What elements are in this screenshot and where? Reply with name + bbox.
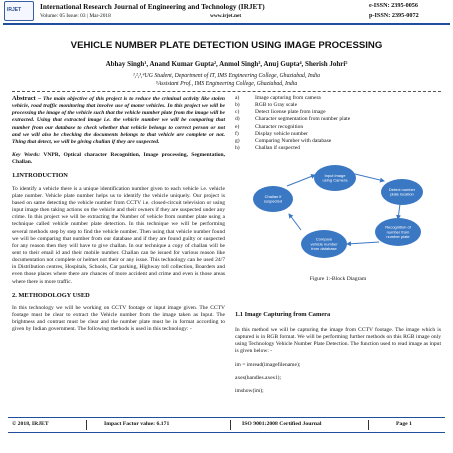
node-label: Compare vehicle number from database [310,236,338,252]
list-item [235,95,441,102]
journal-title: International Research Journal of Engineering and Technology (IRJET) [40,2,265,11]
step-text: RGB to Gray scale [255,102,298,109]
node-label: Recognition of number from number plate [385,224,411,240]
journal-volume: Volume: 05 Issue: 03 | Mar-2018 [40,13,111,19]
node-label: Challan if suspected [263,193,283,204]
node-input-image [314,165,356,191]
step-marker: c) [235,109,240,116]
step-text: Character segmentation from number plate [255,116,351,123]
left-column [12,95,225,340]
arrow-input-to-detect [355,174,384,181]
step-marker: b) [235,102,240,109]
abstract-label: Abstract – [12,95,42,102]
arrow-challan-to-input [287,175,315,186]
journal-pissn: p-ISSN: 2395-0072 [369,12,419,19]
methodology-heading: 2. METHODOLOGY USED [12,291,90,299]
block-diagram [251,164,429,260]
arrow-detect-to-recognition [398,204,400,219]
affiliation-students: ¹,²,³,⁴UG Student, Department of IT, IMS Engineering College, Ghaziabad, India [132,73,321,79]
footer-page-number: Page 1 [396,421,412,427]
keywords-label: Key Words: [12,152,41,159]
footer-divider [230,420,231,430]
method-steps-list [235,95,441,152]
step-text: Display vehicle number [255,130,308,137]
introduction-text: To identify a vehicle there is a unique identification number given to each vehicle i.e. vehicle plate number. Vehicle plate number helps us to identify the vehicle uniquely. Our project is based on same detecting the vehicle number from CCTV i.e. closed-circuit television or using input image then taking actions on the vehicle and their owners if they are suspected under any crime. In this project we will be extracting the Number of vehicle from number plate using a technique called vehicle number plate detection. In this technique we will be performing several methods step by step to find the vehicle number. Then using that vehicle number found we will be comparing that number from our database and if they are found guilty or suspected for any reason then they will have to give challan. In our technique a copy of challan will be sent to their email id and their mobile number. Challan can be issued for various reason like documentation not complete or helmet not their or any issue. This technology can be used 24/7 in Distribution centres, Hospitals, Schools, Car parking, Highway toll collection, Boarders and even those places where there are chances of more accident and crime and even is those areas where there is more traffic. [12,185,225,285]
node-detect-plate [381,179,423,205]
abstract [12,95,225,146]
list-item [235,131,441,138]
node-recognition [375,218,421,246]
journal-logo [4,1,34,21]
keywords-text: VNPR, Optical character Recognition, Image processing, Segmentation, Challan. [12,152,225,166]
code-line: imshow(im); [235,387,264,394]
footer-iso: ISO 9001:2008 Certified Journal [242,421,322,427]
journal-website[interactable]: www.irjet.net [210,13,242,19]
step-marker: g) [235,137,240,144]
code-line: axes(handles.axes1); [235,374,282,381]
arrow-recognition-to-compare [347,242,379,244]
methodology-text: In this technology we will be working on CCTV footage or input image given. The CCTV footage must be clear to extract the Vehicle number from the image taken as Input. The brightness and contrast must be clear and the number plate must be in format according to given by Indian government. The following methods is used in this technology: - [12,304,225,333]
step-marker: e) [235,123,240,130]
footer-divider [86,420,87,430]
step-text: Detect license plate from image [255,109,326,116]
node-challan [253,186,293,212]
step-text: Comparing Number with database [255,137,332,144]
paper-authors: Abhay Singh¹, Anand Kumar Gupta², Anmol Singh³, Anuj Gupta⁴, Sherish Johri⁵ [105,60,348,68]
section-paragraph: In this method we will be capturing the image from CCTV footage. The image which is captured is in RGB format. We will be performing further methods on this RGB image only using Technology Vehicle Number Plate Detection. The function used to read image as input is given below: - [235,327,441,355]
logo-text: IRJET [7,7,22,13]
step-text: Challan if suspected [255,145,300,152]
node-label: Detect number plate location [388,186,416,197]
section-separator [12,91,441,92]
figure-caption: Figure 1:-Block Diagram [309,276,367,282]
section-heading-1-1: 1.1 Image Capturing from Camera [235,311,331,318]
list-item [235,116,441,123]
diagram-nodes [253,165,423,258]
code-line: im = imread(imagefilename); [235,361,301,368]
section-body-1-1 [235,327,441,401]
arrow-compare-to-challan [289,214,301,230]
step-marker: a) [235,95,240,101]
page-footer [8,417,445,433]
abstract-text: The main objective of this project is to reduce the criminal activity like stolen vehicle, road traffic monitoring that involve use of motor vehicles. In this project we will be processing the image of the vehicle such that the vehicle number plate from the image will be extracted. Using that extracted image i.e. the vehicle number we will be comparing that number from our database to check whether that vehicle belongs to correct person or not and we will also be checking the documents belongs to that vehicle are complete or not. Thing that detect, we will be giving challan if they are suspected. [12,96,225,145]
step-marker: d) [235,116,240,123]
list-item [235,145,441,152]
header-rule [3,23,450,25]
list-item [235,124,441,131]
footer-copyright: © 2018, IRJET [12,421,49,427]
affiliation-professor: ⁵Assistant Prof., IMS Engineering College, Ghaziabad, India [155,81,298,87]
node-label: Input image using Camera [322,172,348,183]
footer-divider [368,420,369,430]
keywords [12,152,225,166]
step-text: Character recognition [255,123,304,130]
step-marker: h) [235,145,240,152]
journal-eissn: e-ISSN: 2395-0056 [369,2,418,9]
step-text: Image capturing from camera [255,95,321,101]
introduction-heading: 1.INTRODUCTION [12,172,68,180]
footer-impact-factor: Impact Factor value: 6.171 [104,421,170,427]
step-marker: f) [235,130,239,137]
node-compare-database [301,230,347,258]
journal-header [0,0,453,24]
paper-title: VEHICLE NUMBER PLATE DETECTION USING IMAGE PROCESSING [70,40,383,51]
